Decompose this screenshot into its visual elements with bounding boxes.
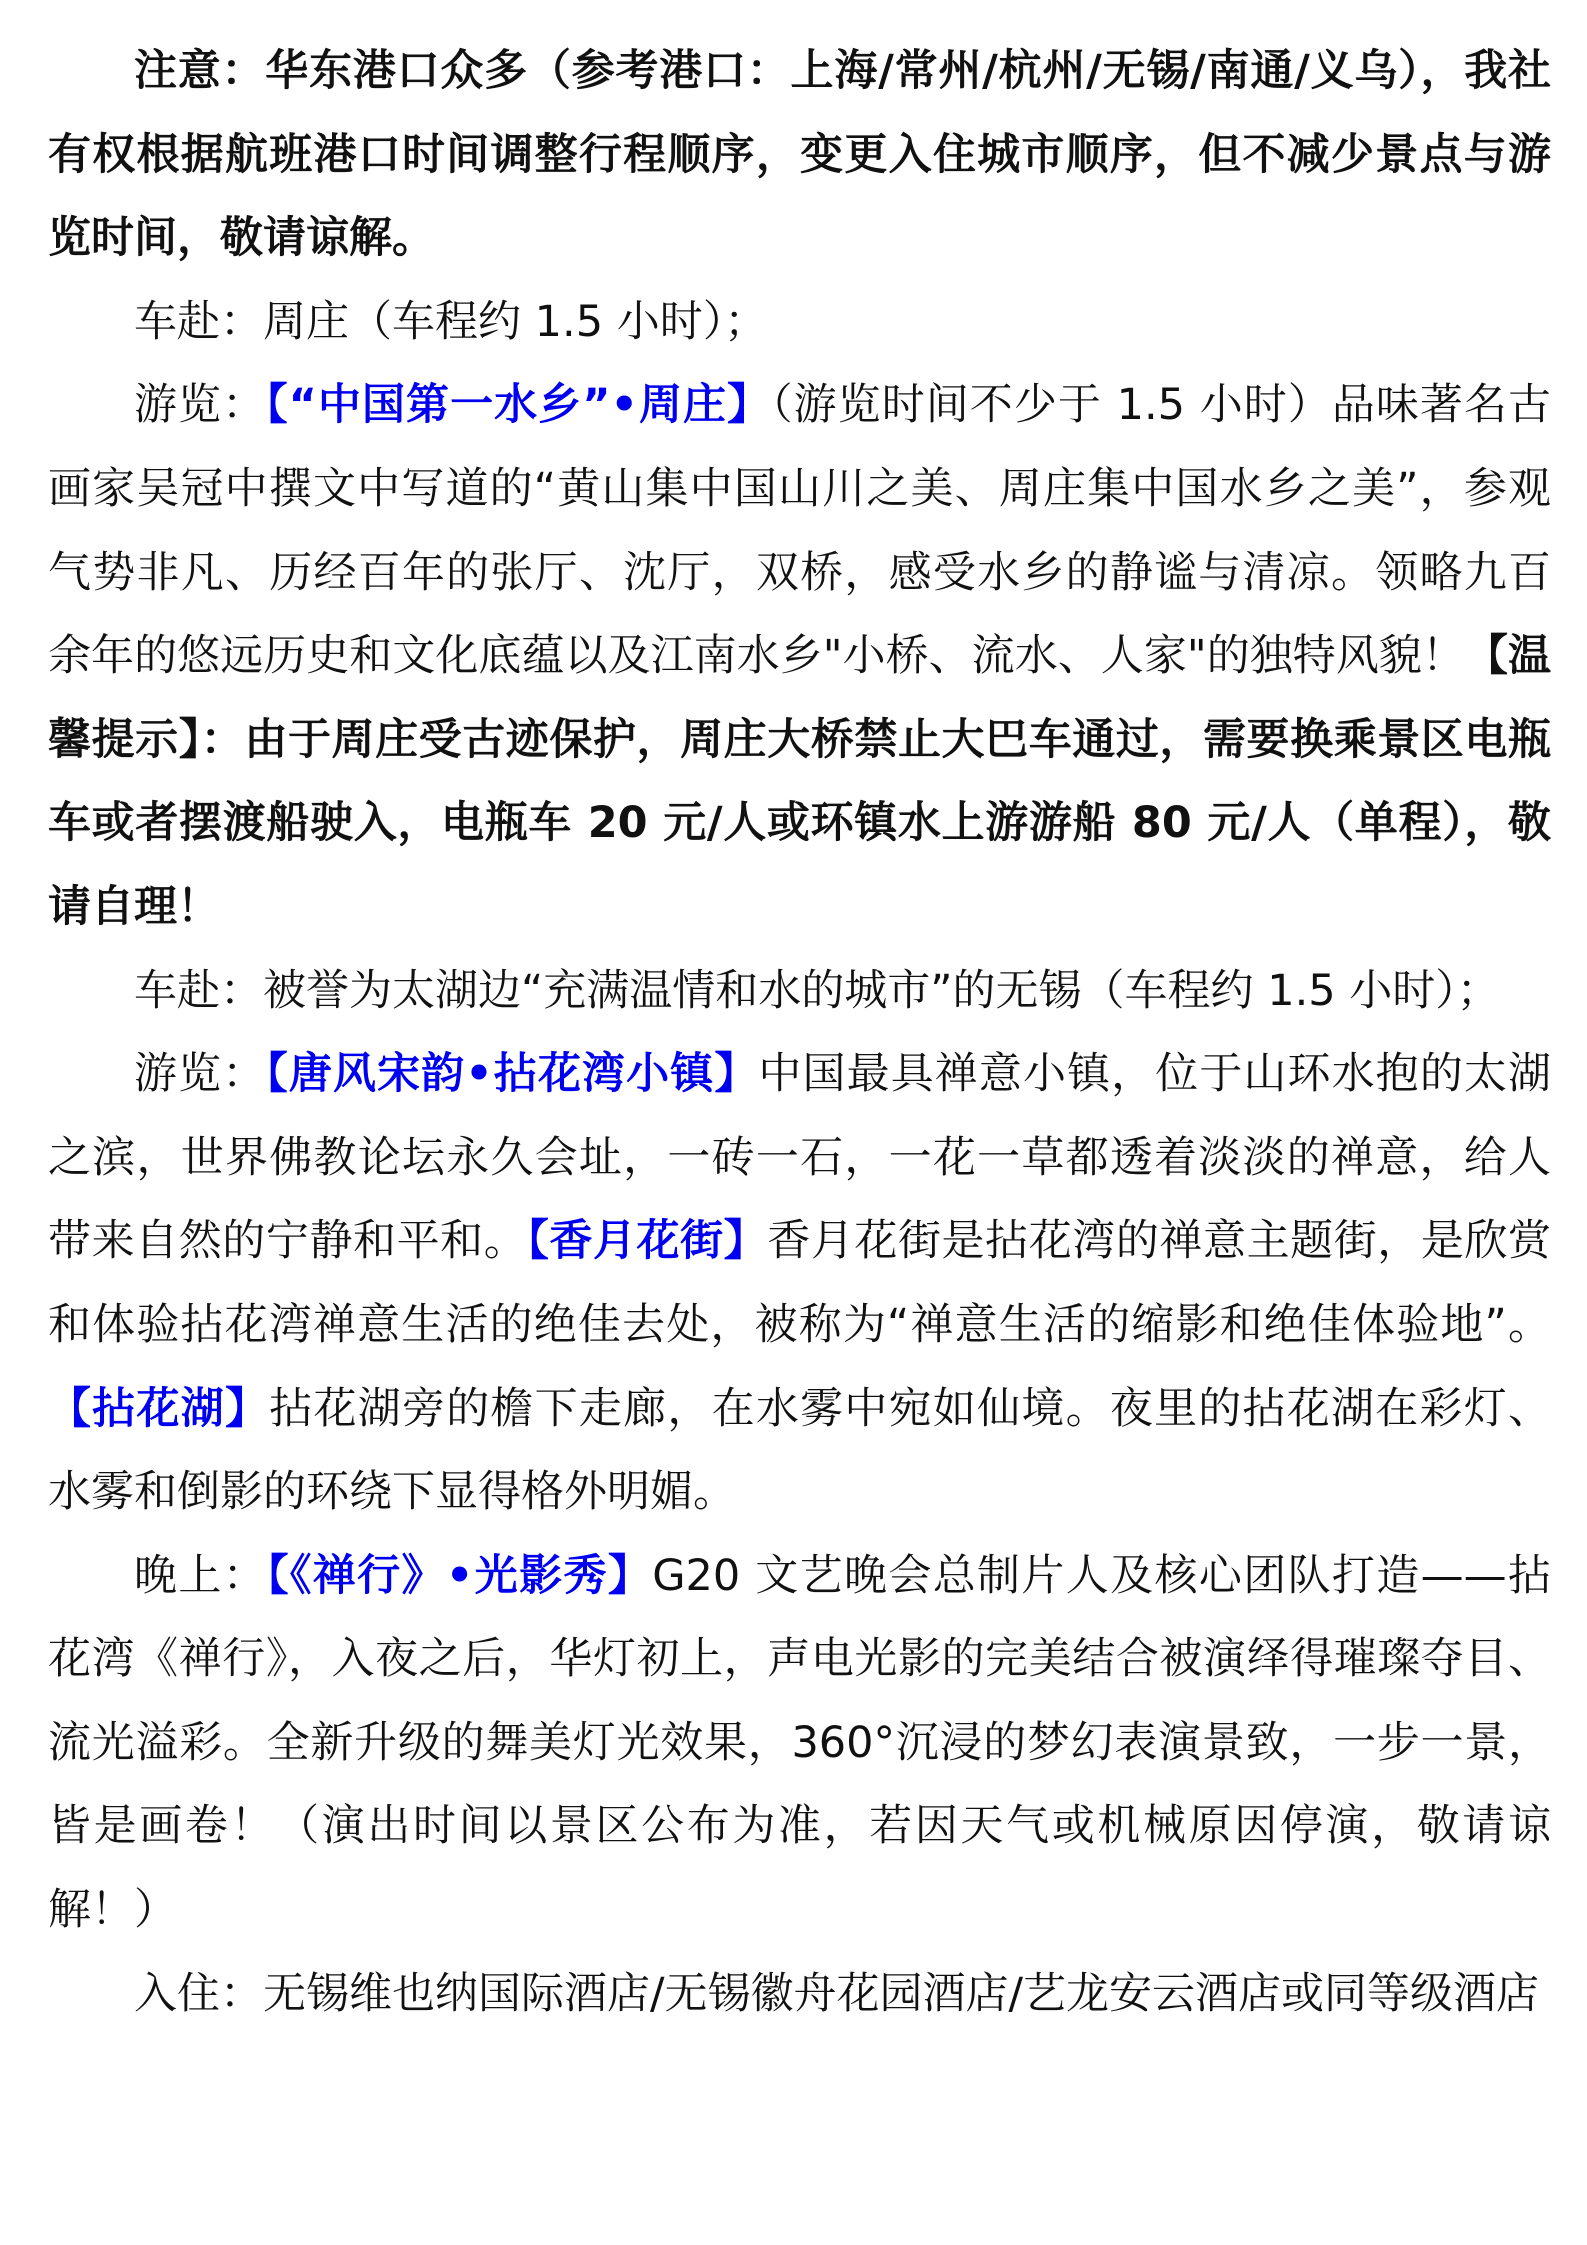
hotel-paragraph: 入住：无锡维也纳国际酒店/无锡徽舟花园酒店/艺龙安云酒店或同等级酒店 (134, 1968, 1539, 2019)
tour-label: 游览： (134, 380, 267, 431)
evening-show (48, 1535, 1551, 1953)
tour-description: （游览时间不少于 1.5 小时）品味著名古画家吴冠中撰文中写道的“黄山集中国山川之美、周庄集中国水乡之美”，参观气势非凡、历经百年的张厅、沈厅，双桥，感受水乡的静谧与清凉。领略九百余年的悠远历史和文化底蕴以及江南水乡"小桥、流水、人家"的独特风貌！ (48, 380, 1551, 682)
xiangyue-description: 香月花街是拈花湾的禅意主题街，是欣赏和体验拈花湾禅意生活的绝佳去处，被称为“禅意生活的缩影和绝佳体验地”。 (48, 1216, 1552, 1350)
warm-tip: 【温馨提示】：由于周庄受古迹保护，周庄大桥禁止大巴车通过，需要换乘景区电瓶车或者摆渡船驶入，电瓶车 20 元/人或环镇水上游游船 80 元/人（单程），敬请自理！ (48, 631, 1551, 932)
highlight-nianhuawan: 【唐风宋韵•拈花湾小镇】 (266, 1049, 759, 1100)
evening-label: 晚上： (134, 1550, 268, 1601)
notice-paragraph: 注意：华东港口众多（参考港口：上海/常州/杭州/无锡/南通/义乌），我社有权根据航班港口时间调整行程顺序，变更入住城市顺序，但不减少景点与游览时间，敬请谅解。 (48, 46, 1551, 264)
tour-label: 游览： (134, 1049, 267, 1100)
nianhua-lake-description: 拈花湖旁的檐下走廊，在水雾中宛如仙境。夜里的拈花湖在彩灯、水雾和倒影的环绕下显得格外明媚。 (48, 1383, 1552, 1518)
highlight-chanxing-show: 【《禅行》•光影秀】 (267, 1550, 653, 1601)
highlight-zhouzhuang: 【“中国第一水乡”•周庄】 (266, 380, 772, 431)
tour-nianhuawan (48, 1033, 1551, 1535)
highlight-nianhua-lake: 【拈花湖】 (48, 1383, 270, 1434)
show-description: G20 文艺晚会总制片人及核心团队打造——拈花湾《禅行》，入夜之后，华灯初上，声电光影的完美结合被演绎得璀璨夺目、流光溢彩。全新升级的舞美灯光效果，360°沉浸的梦幻表演景致，一步一景，皆是画卷！（演出时间以景区公布为准，若因天气或机械原因停演，敬请谅解！） (48, 1550, 1552, 1936)
nianhuawan-description: 中国最具禅意小镇，位于山环水抱的太湖之滨，世界佛教论坛永久会址，一砖一石，一花一草都透着淡淡的禅意，给人带来自然的宁静和平和。 (48, 1049, 1552, 1267)
transfer-zhouzhuang: 车赴：周庄（车程约 1.5 小时）； (134, 296, 768, 347)
highlight-xiangyue-street: 【香月花街】 (527, 1216, 768, 1267)
itinerary-document (48, 30, 1551, 2036)
tour-zhouzhuang (48, 364, 1551, 949)
transfer-wuxi: 车赴：被誉为太湖边“充满温情和水的城市”的无锡（车程约 1.5 小时）； (134, 965, 1500, 1016)
